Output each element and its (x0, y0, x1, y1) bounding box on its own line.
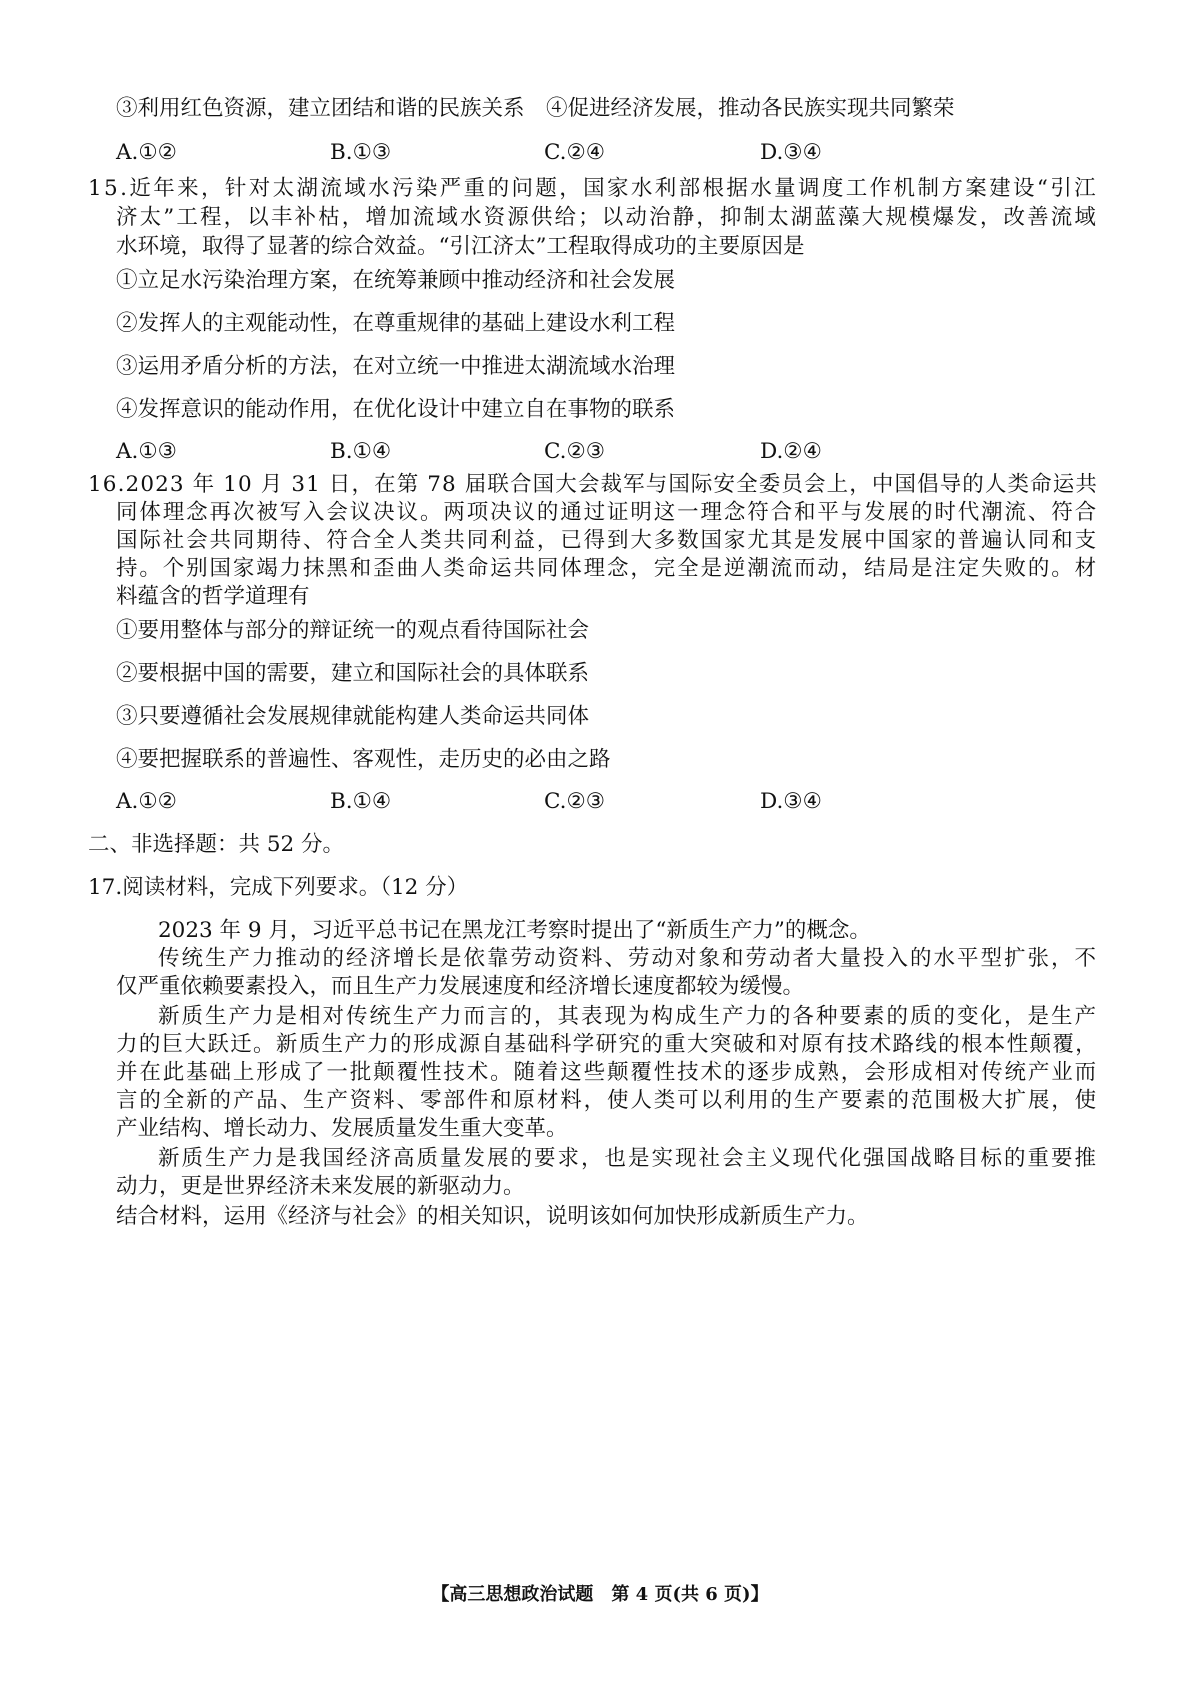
q15-item-3: ③运用矛盾分析的方法，在对立统一中推进太湖流域水治理 (116, 354, 676, 379)
q16-stem-line-4: 持。个别国家竭力抹黑和歪曲人类命运共同体理念，完全是逆潮流而动，结局是注定失败的。材 (116, 556, 1098, 581)
q17-material-line-3: 仅严重依赖要素投入，而且生产力发展速度和经济增长速度都较为缓慢。 (116, 974, 805, 999)
page-footer: 【高三思想政治试题 第 4 页(共 6 页)】 (431, 1584, 769, 1605)
q16-item-1: ①要用整体与部分的辩证统一的观点看待国际社会 (116, 618, 590, 643)
q15-stem-line-1: 15.近年来，针对太湖流域水污染严重的问题，国家水利部根据水量调度工作机制方案建设“引江 (88, 176, 1098, 201)
q16-item-2: ②要根据中国的需要，建立和国际社会的具体联系 (116, 661, 590, 686)
q14-option-c: C.②④ (544, 140, 606, 165)
q14-option-a: A.①② (116, 140, 177, 165)
section-2-heading: 二、非选择题：共 52 分。 (88, 832, 345, 857)
q15-option-d: D.②④ (760, 439, 822, 464)
q16-stem-line-3: 国际社会共同期待、符合全人类共同利益，已得到大多数国家尤其是发展中国家的普遍认同和支 (116, 528, 1098, 553)
q16-item-4: ④要把握联系的普遍性、客观性，走历史的必由之路 (116, 747, 611, 772)
q16-stem-line-5: 料蕴含的哲学道理有 (116, 584, 310, 609)
q15-stem-line-3: 水环境，取得了显著的综合效益。“引江济太”工程取得成功的主要原因是 (116, 234, 805, 259)
q15-item-2: ②发挥人的主观能动性，在尊重规律的基础上建设水利工程 (116, 311, 676, 336)
q17-material-line-4: 新质生产力是相对传统生产力而言的，其表现为构成生产力的各种要素的质的变化，是生产 (158, 1004, 1098, 1029)
q17-question: 结合材料，运用《经济与社会》的相关知识，说明该如何加快形成新质生产力。 (116, 1204, 869, 1229)
q17-title: 17.阅读材料，完成下列要求。（12 分） (88, 875, 469, 900)
q14-option-d: D.③④ (760, 140, 822, 165)
q17-material-line-1: 2023 年 9 月，习近平总书记在黑龙江考察时提出了“新质生产力”的概念。 (158, 918, 871, 943)
q15-item-1: ①立足水污染治理方案，在统筹兼顾中推动经济和社会发展 (116, 268, 676, 293)
q17-material-line-8: 产业结构、增长动力、发展质量发生重大变革。 (116, 1116, 568, 1141)
q17-material-line-10: 动力，更是世界经济未来发展的新驱动力。 (116, 1174, 525, 1199)
q17-material-line-6: 并在此基础上形成了一批颠覆性技术。随着这些颠覆性技术的逐步成熟，会形成相对传统产业而 (116, 1060, 1098, 1085)
q17-material-line-2: 传统生产力推动的经济增长是依靠劳动资料、劳动对象和劳动者大量投入的水平型扩张，不 (158, 946, 1098, 971)
q16-stem-line-1: 16.2023 年 10 月 31 日，在第 78 届联合国大会裁军与国际安全委员会上，中国倡导的人类命运共 (88, 472, 1098, 497)
q17-material-line-5: 力的巨大跃迁。新质生产力的形成源自基础科学研究的重大突破和对原有技术路线的根本性颠覆， (116, 1032, 1098, 1057)
q17-material-line-9: 新质生产力是我国经济高质量发展的要求，也是实现社会主义现代化强国战略目标的重要推 (158, 1146, 1098, 1171)
q14-option-b: B.①③ (330, 140, 392, 165)
q17-material-line-7: 言的全新的产品、生产资料、零部件和原材料，使人类可以利用的生产要素的范围极大扩展，使 (116, 1088, 1098, 1113)
q15-item-4: ④发挥意识的能动作用，在优化设计中建立自在事物的联系 (116, 397, 676, 422)
q14-item-3: ③利用红色资源，建立团结和谐的民族关系 (116, 96, 525, 121)
q16-option-b: B.①④ (330, 789, 392, 814)
q16-option-a: A.①② (116, 789, 177, 814)
q16-option-d: D.③④ (760, 789, 822, 814)
q16-stem-line-2: 同体理念再次被写入会议决议。两项决议的通过证明这一理念符合和平与发展的时代潮流、符合 (116, 500, 1098, 525)
q15-option-a: A.①③ (116, 439, 177, 464)
q15-option-b: B.①④ (330, 439, 392, 464)
q14-item-4: ④促进经济发展，推动各民族实现共同繁荣 (546, 96, 955, 121)
q16-item-3: ③只要遵循社会发展规律就能构建人类命运共同体 (116, 704, 590, 729)
q15-stem-line-2: 济太”工程，以丰补枯，增加流域水资源供给；以动治静，抑制太湖蓝藻大规模爆发，改善流域 (116, 205, 1098, 230)
q15-option-c: C.②③ (544, 439, 606, 464)
q16-option-c: C.②③ (544, 789, 606, 814)
